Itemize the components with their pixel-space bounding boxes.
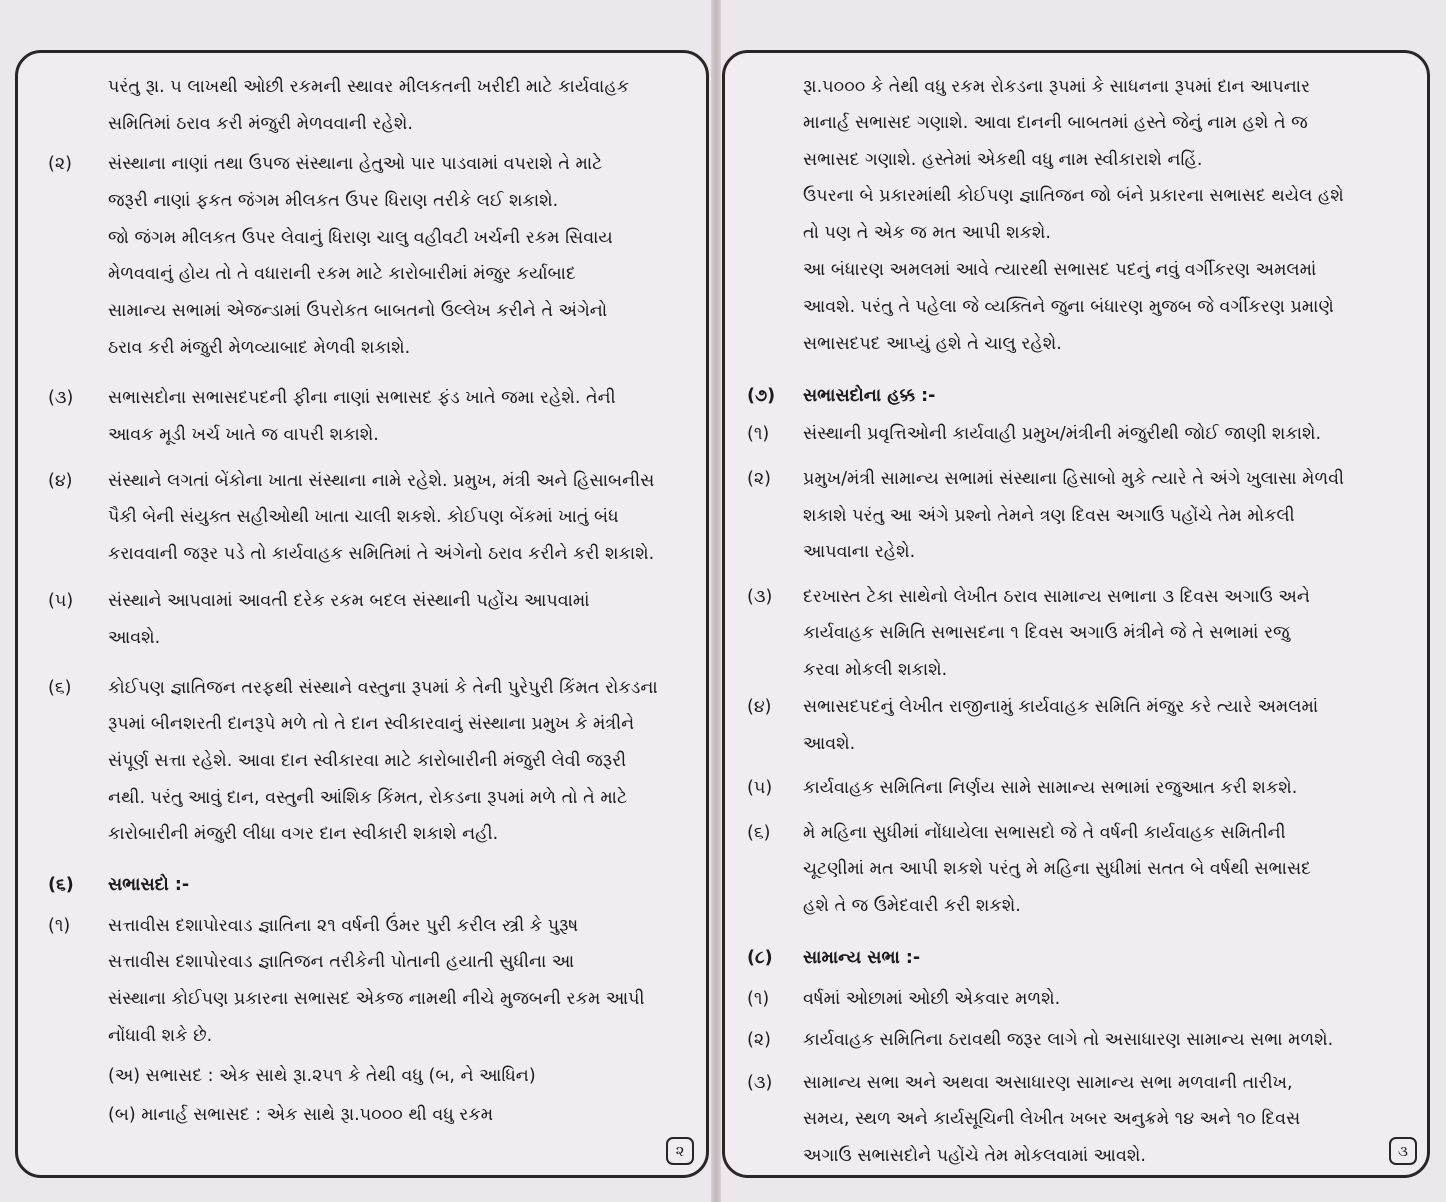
clause-text: સંસ્થાના નાણાં તથા ઉપજ સંસ્થાના હેતુઓ પાર પાડવામાં વપરાશે તે માટે [108,154,603,174]
clause-number: (૬) [747,823,771,843]
clause-text: સભાસદ ગણાશે. હસ્તેમાં એકથી વધુ નામ સ્વીકારાશે નહિં. [803,150,1203,170]
clause-text: ચૂટણીમાં મત આપી શકશે પરંતુ મે મહિના સુધીમાં સતત બે વર્ષથી સભાસદ [803,859,1311,879]
clause-text: આપવાના રહેશે. [803,542,916,562]
clause-text: જરૂરી નાણાં ફકત જંગમ મીલકત ઉપર ધિરાણ તરીકે લઈ શકાશે. [108,191,559,211]
clause-text: હશે તે જ ઉમેદવારી કરી શકશે. [803,896,1021,916]
clause-text: આવક મૂડી ખર્ચ ખાતે જ વાપરી શકાશે. [108,425,379,445]
clause-text: સામાન્ય સભામાં એજન્ડામાં ઉપરોકત બાબતનો ઉલ્લેખ કરીને તે અંગેનો [108,301,608,321]
clause-text: ઉપરના બે પ્રકારમાંથી કોઈપણ જ્ઞાતિજન જો બંને પ્રકારના સભાસદ થયેલ હશે [803,186,1344,206]
clause-text: પૈકી બેની સંયુક્ત સહીઓથી ખાતા ચાલી શકશે. કોઈપણ બેંકમાં ખાતું બંધ [108,507,619,527]
clause-number: (૪) [48,471,73,491]
clause-text: માનાર્હ સભાસદ ગણાશે. આવા દાનની બાબતમાં હસ્તે જેનું નામ હશે તે જ [803,113,1308,133]
clause-number: (૮) [747,948,773,968]
clause-text: રૂા.૫૦૦૦ કે તેથી વધુ રકમ રોકડના રૂપમાં કે સાધનના રૂપમાં દાન આપનાર [803,77,1311,97]
clause-text: કોઈપણ જ્ઞાતિજન તરફથી સંસ્થાને વસ્તુના રૂપમાં કે તેની પુરેપુરી કિંમત રોકડના [108,678,658,698]
right-page [722,50,1430,1178]
clause-text: જો જંગમ મીલકત ઉપર લેવાનું ધિરાણ ચાલુ વહીવટી ખર્ચની રકમ સિવાય [108,228,613,248]
clause-text: સંસ્થાને લગતાં બેંકોના ખાતા સંસ્થાના નામે રહેશે. પ્રમુખ, મંત્રી અને હિસાબનીસ [108,471,655,491]
clause-text: સત્તાવીસ દશાપોરવાડ જ્ઞાતિના ૨૧ વર્ષની ઉંમર પુરી કરીલ સ્ત્રી કે પુરૂષ [108,916,579,936]
clause-text: નથી. પરંતુ આવું દાન, વસ્તુની આંશિક કિંમત, રોકડના રૂપમાં મળે તો તે માટે [108,788,628,808]
clause-number: (૧) [48,916,71,936]
clause-text: સભાસદોના સભાસદપદની ફીના નાણાં સભાસદ ફંડ ખાતે જમા રહેશે. તેની [108,388,616,408]
clause-text: તો પણ તે એક જ મત આપી શકશે. [803,223,1051,243]
clause-text: આવશે. પરંતુ તે પહેલા જે વ્યક્તિને જુના બંધારણ મુજબ જે વર્ગીકરણ પ્રમાણે [803,297,1334,317]
clause-number: (૬) [48,678,72,698]
clause-text: કાર્યવાહક સમિતિના નિર્ણય સામે સામાન્ય સભામાં રજુઆત કરી શકશે. [803,778,1298,798]
clause-text: સભાસદપદ આપ્યું હશે તે ચાલુ રહેશે. [803,334,1062,354]
clause-text: વર્ષમાં ઓછામાં ઓછી એકવાર મળશે. [803,989,1061,1009]
clause-text: કાર્યવાહક સમિતિના ઠરાવથી જરૂર લાગે તો અસાધારણ સામાન્ય સભા મળશે. [803,1030,1334,1050]
clause-text: આ બંધારણ અમલમાં આવે ત્યારથી સભાસદ પદનું નવું વર્ગીકરણ અમલમાં [803,260,1317,280]
clause-text: સામાન્ય સભા અને અથવા અસાધારણ સામાન્ય સભા મળવાની તારીખ, [803,1073,1293,1093]
clause-text: સંસ્થાની પ્રવૃત્તિઓની કાર્યવાહી પ્રમુખ/મંત્રીની મંજુરીથી જોઈ જાણી શકાશે. [803,424,1322,444]
clause-number: (૪) [747,697,772,717]
clause-text: રૂપમાં બીનશરતી દાનરૂપે મળે તો તે દાન સ્વીકારવાનું સંસ્થાના પ્રમુખ કે મંત્રીને [108,714,635,734]
clause-number: (૫) [48,591,74,611]
section-heading: સભાસદોના હક્ક :- [803,386,936,406]
clause-text: ઠરાવ કરી મંજુરી મેળવ્યાબાદ મેળવી શકાશે. [108,338,411,358]
clause-number: (૩) [747,587,773,607]
section-heading: સભાસદો :- [108,875,190,895]
clause-number: (૧) [747,424,770,444]
clause-text: આવશે. [108,628,161,648]
clause-text: કરવા મોકલી શકાશે. [803,660,948,680]
clause-number: (૩) [747,1073,773,1093]
clause-number: (૨) [48,154,72,174]
clause-text: પરંતુ રૂા. ૫ લાખથી ઓછી રકમની સ્થાવર મીલકતની ખરીદી માટે કાર્યવાહક [108,77,630,97]
clause-text: મે મહિના સુધીમાં નોંધાયેલા સભાસદો જે તે વર્ષની કાર્યવાહક સમિતીની [803,823,1286,843]
clause-text: મેળવવાનું હોય તો તે વધારાની રકમ માટે કારોબારીમાં મંજુર કર્યાબાદ [108,264,576,284]
clause-text: (અ) સભાસદ : એક સાથે રૂા.૨૫૧ કે તેથી વધુ (બ, ને આધિન) [108,1066,536,1086]
clause-text: સંસ્થાને આપવામાં આવતી દરેક રકમ બદલ સંસ્થાની પહોંચ આપવામાં [108,591,590,611]
clause-text: પ્રમુખ/મંત્રી સામાન્ય સભામાં સંસ્થાના હિસાબો મુકે ત્યારે તે અંગે ખુલાસા મેળવી [803,469,1345,489]
clause-text: શકાશે પરંતુ આ અંગે પ્રશ્નો તેમને ત્રણ દિવસ અગાઉ પહોંચે તેમ મોકલી [803,506,1295,526]
left-page-number: ૨ [666,1137,694,1165]
section-heading: સામાન્ય સભા :- [803,948,921,968]
clause-number: (૩) [48,388,74,408]
clause-text: અગાઉ સભાસદોને પહોંચે તેમ મોકલવામાં આવશે. [803,1146,1146,1166]
left-page [15,50,709,1178]
clause-number: (૫) [747,778,773,798]
clause-text: સંસ્થાના કોઈપણ પ્રકારના સભાસદ એકજ નામથી નીચે મુજબની રકમ આપી [108,989,645,1009]
clause-text: કરાવવાની જરૂર પડે તો કાર્યવાહક સમિતિમાં તે અંગેનો ઠરાવ કરીને કરી શકાશે. [108,544,655,564]
clause-text: સભાસદપદનું લેખીત રાજીનામું કાર્યવાહક સમિતિ મંજુર કરે ત્યારે અમલમાં [803,697,1319,717]
clause-text: દરખાસ્ત ટેકા સાથેનો લેખીત ઠરાવ સામાન્ય સભાના ૩ દિવસ અગાઉ અને [803,587,1310,607]
clause-text: નોંધાવી શકે છે. [108,1026,213,1046]
clause-text: કારોબારીની મંજુરી લીધા વગર દાન સ્વીકારી શકાશે નહી. [108,824,499,844]
clause-text: સમિતિમાં ઠરાવ કરી મંજુરી મેળવવાની રહેશે. [108,114,413,134]
clause-number: (૭) [747,386,776,406]
clause-text: આવશે. [803,734,856,754]
clause-text: (બ) માનાર્હ સભાસદ : એક સાથે રૂા.૫૦૦૦ થી વધુ રકમ [108,1105,494,1125]
book-spine [711,0,721,1202]
clause-text: સત્તાવીસ દશાપોરવાડ જ્ઞાતિજન તરીકેની પોતાની હયાતી સુધીના આ [108,952,575,972]
clause-number: (૬) [48,875,74,895]
clause-number: (૨) [747,469,771,489]
clause-number: (૨) [747,1030,771,1050]
clause-text: સમય, સ્થળ અને કાર્યસૂચિની લેખીત ખબર અનુક્રમે ૧૪ અને ૧૦ દિવસ [803,1109,1301,1129]
right-page-number: ૩ [1389,1137,1417,1165]
clause-number: (૧) [747,989,770,1009]
clause-text: સંપૂર્ણ સત્તા રહેશે. આવા દાન સ્વીકારવા માટે કારોબારીની મંજુરી લેવી જરૂરી [108,751,627,771]
clause-text: કાર્યવાહક સમિતિ સભાસદના ૧ દિવસ અગાઉ મંત્રીને જે તે સભામાં રજુ [803,623,1290,643]
